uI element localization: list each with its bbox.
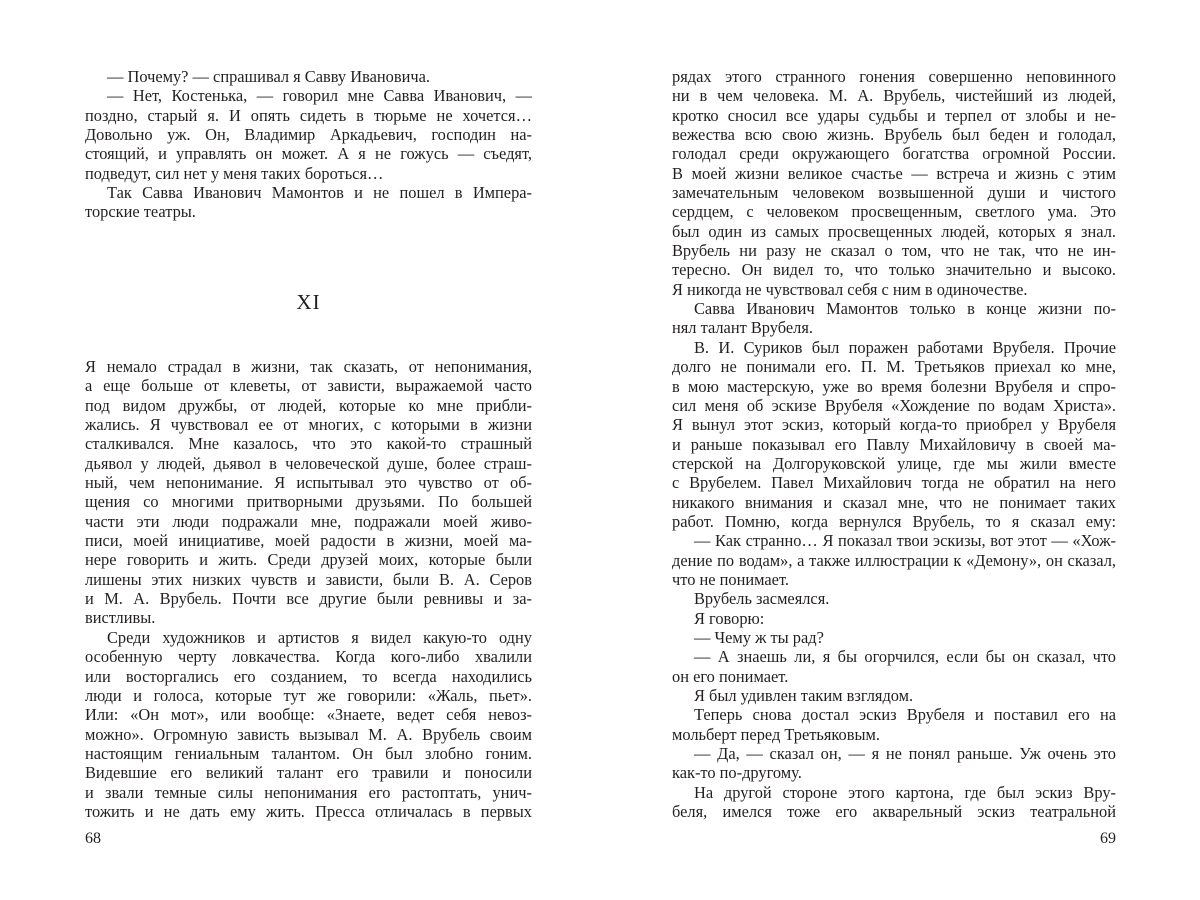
text-line: и звали темные силы непонимания его растоптать, унич- [85,782,532,802]
text-line: что не понимает. [672,569,789,589]
text-line: он его понимает. [672,666,789,686]
text-line: беля, имелся тоже его акварельный эскиз театральной [672,802,1116,822]
text-line: рядах этого странного гонения совершенно неповинного [672,67,1116,86]
page-number-left: 68 [85,830,101,847]
text-line: Врубель засмеялся. [694,589,830,609]
text-line: Я никогда не чувствовал себя с ним в одиночестве. [672,279,1028,299]
right-main-text [672,67,1116,821]
text-line: части эти люди подражали мне, подражали моей живо- [85,511,532,531]
left-top-text [85,67,532,222]
text-line: — Да, — сказал он, — я не понял раньше. Уж очень это [694,744,1116,764]
text-line: сердцем, с человеком просвещенным, светлого ума. Это [672,202,1116,222]
text-line: нял талант Врубеля. [672,318,813,338]
text-line: мольберт перед Третьяковым. [672,724,880,744]
text-line: Или: «Он мот», или вообще: «Знаете, ведет себя невоз- [85,705,532,725]
text-line: — Чему ж ты рад? [694,627,824,647]
text-line: Я вынул этот эскиз, который когда-то приобрел у Врубеля [672,415,1116,435]
text-line: поздно, старый я. И опять сидеть в тюрьме не хочется… [85,105,532,125]
text-line: настоящим гениальным талантом. Он был злобно гоним. [85,743,532,763]
text-line: вежества всю свою жизнь. Врубель был беден и голодал, [672,125,1116,145]
left-page [85,0,532,900]
text-line: писи, моей инициативе, моей радости в жизни, моей ма- [85,531,532,551]
text-line: Довольно уж. Он, Владимир Аркадьевич, господин на- [85,125,532,145]
text-line: никакого внимания и сказал мне, что не понимает таких [672,492,1116,512]
text-line: дьявол у людей, дьявол в человеческой душе, более страш- [85,453,532,473]
text-line: был один из самых просвещенных людей, которых я знал. [672,221,1116,241]
text-line: люди и голоса, которые тут же говорили: «Жаль, пьет». [85,685,532,705]
text-line: особенную черту ловкачества. Когда кого-либо хвалили [85,647,532,667]
text-line: Среди художников и артистов я видел какую-то одну [107,627,532,647]
text-line: Я говорю: [694,608,765,628]
text-line: замечательным человеком возвышенной души и чистого [672,183,1116,203]
text-line: и М. А. Врубель. Почти все другие были ревнивы и за- [85,589,532,609]
text-line: вистливы. [85,608,156,628]
text-line: кротко сносил все удары судьбы и терпел от злобы и не- [672,105,1116,125]
text-line: под видом дружбы, от людей, которые ко мне прибли- [85,395,532,415]
text-line: можно». Огромную зависть вызывал М. А. Врубель своим [85,724,532,744]
chapter-heading: XI [296,290,321,314]
text-line: голодал среди окружающего богатства огромной России. [672,144,1116,164]
text-line: — Почему? — спрашивал я Савву Ивановича. [107,67,430,86]
text-line: На другой стороне этого картона, где был эскиз Вру- [694,782,1116,802]
text-line: долго не понимали его. П. М. Третьяков приехал ко мне, [672,357,1116,377]
text-line: дение по водам», а также иллюстрации к «Демону», он сказал, [672,550,1116,570]
text-line: стерской на Долгоруковской улице, где мы жили вместе [672,453,1116,473]
text-line: работ. Помню, когда вернулся Врубель, то я сказал ему: [672,511,1116,531]
text-line: жались. Я чувствовал ее от многих, с которыми в жизни [85,415,532,435]
text-line: лишены этих низких чувств и зависти, были В. А. Серов [85,569,532,589]
text-line: подведут, сил нет у меня таких бороться… [85,163,384,183]
text-line: Я был удивлен таким взглядом. [694,686,914,705]
text-line: Врубель ни разу не сказал о том, что не так, что не ин- [672,241,1116,261]
text-line: а еще больше от клеветы, от зависти, выражаемой часто [85,376,532,396]
text-line: Теперь снова достал эскиз Врубеля и поставил его на [694,705,1116,725]
text-line: Видевшие его великий талант его травили и поносили [85,763,532,783]
text-line: — А знаешь ли, я бы огорчился, если бы он сказал, что [694,647,1116,667]
text-line: нере говорить и жить. Среди друзей моих, которые были [85,550,532,570]
text-line: щения со многими притворными друзьями. По большей [85,492,532,512]
text-line: Так Савва Иванович Мамонтов и не пошел в Импера- [107,183,532,203]
text-line: тожить и не дать ему жить. Пресса отличалась в первых [85,801,532,821]
text-line: в мою мастерскую, уже во время болезни Врубеля и спро- [672,376,1116,396]
text-line: сил меня об эскизе Врубеля «Хождение по водам Христа». [672,395,1116,415]
text-line: — Как странно… Я показал твои эскизы, вот этот — «Хож- [694,531,1116,551]
text-line: Я немало страдал в жизни, так сказать, от непонимания, [85,357,532,376]
text-line: Савва Иванович Мамонтов только в конце жизни по- [694,299,1116,319]
text-line: ный, чем непонимание. Я испытывал это чувство от об- [85,473,532,493]
text-line: — Нет, Костенька, — говорил мне Савва Иванович, — [107,86,532,106]
text-line: тересно. Он видел то, что только значительно и высоко. [672,260,1116,280]
left-main-text [85,357,532,821]
text-line: В моей жизни великое счастье — встреча и жизнь с этим [672,163,1116,183]
text-line: стоящий, и управлять он может. А я не гожусь — съедят, [85,144,532,164]
text-line: торские театры. [85,202,196,222]
text-line: и раньше показывал его Павлу Михайловичу в своей ма- [672,434,1116,454]
text-line: В. И. Суриков был поражен работами Врубеля. Прочие [694,337,1116,357]
text-line: ни в чем человека. М. А. Врубель, чистейший из людей, [672,86,1116,106]
page-number-right: 69 [1100,830,1116,847]
right-page [672,0,1116,900]
text-line: сталкивался. Мне казалось, что это какой-то страшный [85,434,532,454]
text-line: с Врубелем. Павел Михайлович тогда не обратил на него [672,473,1116,493]
text-line: как-то по-другому. [672,763,802,783]
text-line: или восторгались его созданием, то всегда находились [85,666,532,686]
